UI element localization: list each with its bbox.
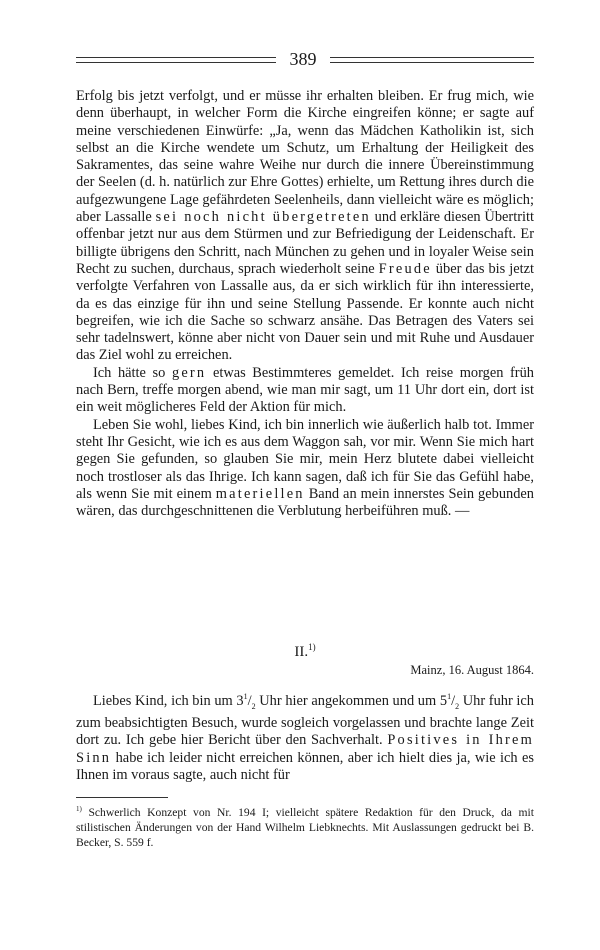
section-footnote-marker: 1): [308, 642, 316, 652]
fraction-a-denominator: 2: [251, 701, 256, 711]
paragraph-2: [76, 365, 534, 417]
fraction-b-numerator: 1: [447, 692, 452, 701]
spaced-emphasis-1: sei noch nicht übergetreten: [155, 209, 371, 226]
section-heading: [76, 638, 534, 661]
page-header: [76, 48, 534, 72]
fraction-one-half-a: $^1/_2$: [243, 692, 256, 711]
footnote-text: Schwerlich Konzept von Nr. 194 I; vielleicht spätere Redaktion für den Druck, da mit stilistischen Änderungen von der Hand Wilhelm Liebknechts. Mit Auslassungen gedruckt bei B. Becker, S. 559 f.: [76, 805, 534, 850]
paragraph-1-part-b: und erkläre diesen Übertritt offenbar jetzt nur aus dem Stürmen und zur Befriedigung der Leidenschaft. Er billigte übrigens den Schritt, nach München zu gehen und in loyaler Weise sein Recht zu suchen, durchaus, sprach wiederholt seine: [76, 209, 534, 277]
paragraph-4-part-b: Uhr hier angekommen und um 5: [259, 692, 448, 709]
header-rule-left: [76, 57, 276, 63]
paragraph-1-part-a: Erfolg bis jetzt verfolgt, und er müsse ihr erhalten bleiben. Er frug mich, wie denn überhaupt, in welcher Form die Kirche eingreifen könne; er sagte auf meine verschiedenen Einwürfe: „Ja, wenn das Mädchen Katholikin ist, sich selbst an die Kirche wendete um Schutz, um Erhaltung der Heiligkeit des Sakramentes, das seine wahre Weihe nur durch die innere Übereinstimmung der Seelen (d. h. natürlich zur Ehre Gottes) erhielte, um Rettung ihres durch die aufgezwungene Lage gefährdeten Seelenheils, dann vielleicht wäre es möglich; aber Lassalle: [76, 88, 534, 226]
paragraph-2-part-a: Ich hätte so: [93, 364, 166, 381]
paragraph-3-part-a: Leben Sie wohl, liebes Kind, ich bin innerlich wie äußerlich halb tot. Immer steht Ihr Gesicht, wie ich es aus dem Waggon sah, vor mir. Wenn Sie mich hart gegen Sie gefunden, so glauben Sie mir, mein Herz blutete dabei vielleicht noch trostloser als das Ihrige. Ich kann sagen, daß ich für Sie das Gefühl habe, als wenn Sie mit einem: [76, 416, 534, 502]
footnote: [76, 802, 534, 850]
fraction-one-half-b: $^1/_2$: [447, 692, 460, 711]
page-number: 389: [289, 49, 317, 69]
spaced-emphasis-2: Freude: [378, 260, 432, 277]
paragraph-4: [76, 688, 534, 784]
fraction-a-numerator: 1: [243, 692, 248, 701]
paragraph-4-part-a: Liebes Kind, ich bin um 3: [93, 692, 244, 709]
footnote-rule: [76, 797, 168, 798]
paragraph-1: [76, 88, 534, 365]
paragraph-1-part-c: über das bis jetzt verfolgte Verfahren von Lassalle aus, da er sich wirklich für ihn interessierte, da es das einzige für ihn und seine Stellung Passende. Er konnte auch nicht begreifen, wie ich die Sache so schwarz ansähe. Das Betragen des Vaters sei sehr tadelnswert, könne aber nicht von Dauer sein und mit Ruhe und Ausdauer das Ziel wohl zu erreichen.: [76, 260, 534, 364]
body-text-bottom: [76, 688, 534, 784]
spaced-emphasis-4: materiellen: [215, 485, 305, 502]
fraction-b-denominator: 2: [455, 701, 460, 711]
paragraph-4-part-d: habe ich leider nicht erreichen können, aber ich hielt dies ja, wie ich es Ihnen im voraus sagte, auch nicht für: [76, 749, 534, 783]
header-rule-right: [330, 57, 534, 63]
body-text-top: [76, 88, 534, 520]
paragraph-4-part-c: Uhr fuhr ich zum beabsichtigten Besuch, wurde sogleich vorgelassen und brachte lange Zeit dort zu. Ich gebe hier Bericht über den Sachverhalt.: [76, 692, 534, 749]
spaced-emphasis-3: gern: [171, 364, 207, 381]
section-number: II.: [294, 644, 309, 660]
paragraph-3: [76, 417, 534, 521]
paragraph-2-part-b: etwas Bestimmteres gemeldet. Ich reise morgen früh nach Bern, treffe morgen abend, wie man mir sagt, um 11 Uhr dort ein, dort ist ein weit möglicheres Feld der Aktion für mich.: [76, 364, 534, 416]
dateline: Mainz, 16. August 1864.: [410, 663, 534, 677]
spaced-emphasis-5: Positives in Ihrem Sinn: [76, 732, 534, 766]
paragraph-3-part-b: Band an mein innerstes Sein gebunden wären, das durchgeschnittenen die Verblutung herbeiführen muß. —: [76, 485, 534, 520]
footnote-marker: 1): [76, 805, 82, 813]
